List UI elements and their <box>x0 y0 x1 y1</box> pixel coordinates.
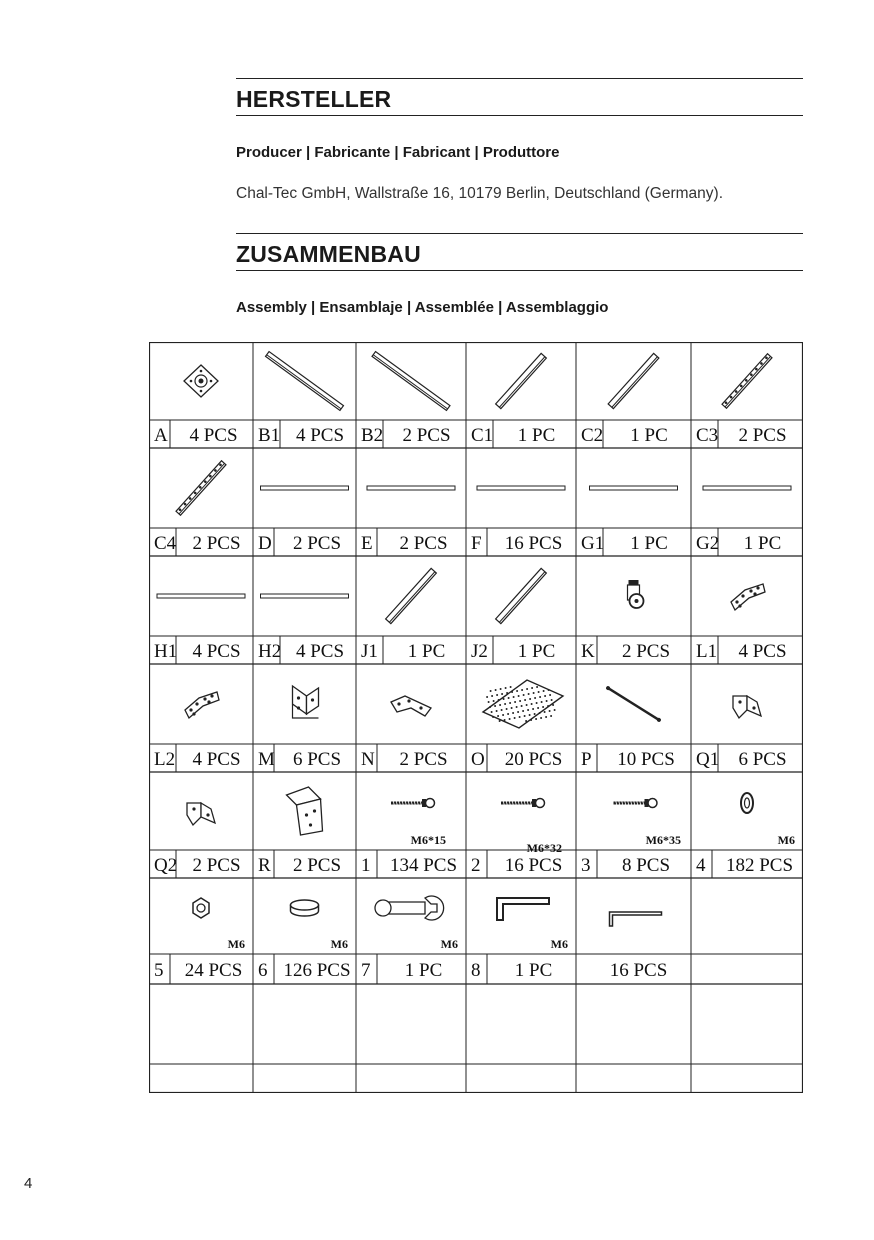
part-code: H2 <box>258 641 282 662</box>
part-quantity: 2 PCS <box>399 533 448 554</box>
part-size-label: M6 <box>550 937 568 951</box>
bolt-icon <box>501 799 545 808</box>
part-cell-P <box>581 685 675 772</box>
part-code: 7 <box>361 960 371 981</box>
part-code: L2 <box>154 749 176 770</box>
parts-table <box>149 342 803 1093</box>
long-bar-icon <box>372 352 450 411</box>
part-code: B2 <box>361 425 384 446</box>
manufacturer-address: Chal-Tec GmbH, Wallstraße 16, 10179 Berlin, Deutschland (Germany). <box>236 185 724 202</box>
part-cell-H1 <box>154 594 245 664</box>
part-cell-M <box>258 686 341 772</box>
part-code: C1 <box>471 425 494 446</box>
part-quantity: 2 PCS <box>399 749 448 770</box>
part-size-label: M6 <box>777 833 795 847</box>
part-code: J2 <box>471 641 488 662</box>
part-quantity: 2 PCS <box>192 855 241 876</box>
part-quantity: 4 PCS <box>192 749 241 770</box>
part-cell-1 <box>361 799 457 879</box>
part-quantity: 2 PCS <box>738 425 787 446</box>
part-cell-Q1 <box>696 696 787 772</box>
part-cell-J1 <box>361 568 445 664</box>
part-code: F <box>471 533 482 554</box>
part-size-label: M6*32 <box>526 841 562 855</box>
part-cell-G2 <box>696 486 791 556</box>
part-cell-L1 <box>696 584 787 664</box>
angle-bracket-icon <box>187 803 215 825</box>
part-code: R <box>258 855 271 876</box>
part-quantity: 4 PCS <box>189 425 238 446</box>
manufacturer-subheading: Producer | Fabricante | Fabricant | Produttore <box>236 144 560 161</box>
part-cell-C1 <box>471 353 555 448</box>
part-quantity: 16 PCS <box>609 960 668 981</box>
part-cell-3 <box>581 799 681 879</box>
part-quantity: 4 PCS <box>295 641 345 662</box>
part-cell-L2 <box>154 692 241 772</box>
hex-key-icon <box>497 898 549 920</box>
part-cell-5 <box>154 898 245 984</box>
part-quantity: 24 PCS <box>184 960 243 981</box>
channel-bar-icon <box>608 353 659 408</box>
part-quantity: 2 PCS <box>621 641 671 662</box>
part-quantity: 6 PCS <box>738 749 787 770</box>
part-quantity: 1 PC <box>404 960 443 981</box>
part-cell-R <box>258 787 341 878</box>
long-bar-icon <box>266 352 344 411</box>
part-code: G1 <box>581 533 605 554</box>
part-quantity: 134 PCS <box>389 855 458 876</box>
part-cell-N <box>361 696 448 772</box>
bolt-icon <box>614 799 658 808</box>
part-cell-G1 <box>581 486 678 556</box>
part-code: O <box>471 749 485 770</box>
part-quantity: 1 PC <box>743 533 782 554</box>
part-cell-K <box>581 580 670 664</box>
flat-rail-icon <box>261 486 349 490</box>
part-quantity: 8 PCS <box>621 855 671 876</box>
part-code: A <box>154 425 168 446</box>
part-code: C4 <box>154 533 177 554</box>
angle-bracket-icon <box>733 696 761 718</box>
assembly-heading: ZUSAMMENBAU <box>236 233 803 271</box>
part-cell-8 <box>471 898 568 984</box>
part-code: 4 <box>696 855 706 876</box>
part-code: B1 <box>258 425 281 446</box>
small-hex-key-icon <box>610 912 662 926</box>
part-quantity: 16 PCS <box>504 855 563 876</box>
mounting-bracket-icon <box>287 787 323 835</box>
part-size-label: M6 <box>440 937 458 951</box>
part-code: G2 <box>696 533 720 554</box>
part-code: Q2 <box>154 855 178 876</box>
page-number: 4 <box>24 1175 33 1192</box>
part-code: C2 <box>581 425 604 446</box>
part-cell-2 <box>471 799 562 879</box>
flat-rail-icon <box>703 486 791 490</box>
perforated-bar-icon <box>722 354 772 409</box>
part-cell-O <box>471 680 563 772</box>
part-size-label: M6 <box>330 937 348 951</box>
part-quantity: 2 PCS <box>192 533 241 554</box>
part-quantity: 4 PCS <box>295 425 345 446</box>
rod-icon <box>605 685 661 722</box>
part-code: J1 <box>361 641 378 662</box>
wrench-icon <box>375 896 444 920</box>
part-quantity: 182 PCS <box>725 855 794 876</box>
part-code: L1 <box>696 641 718 662</box>
flat-rail-icon <box>157 594 245 598</box>
part-code: M <box>258 749 275 770</box>
part-cell-A <box>154 365 238 448</box>
plate-icon <box>184 365 218 397</box>
part-cell-C4 <box>154 461 241 556</box>
part-quantity: 2 PCS <box>402 425 451 446</box>
part-code: 5 <box>154 960 164 981</box>
part-cell-B2 <box>361 352 451 448</box>
part-cell-H2 <box>258 594 349 664</box>
part-size-label: M6 <box>227 937 245 951</box>
corner-bracket-icon <box>293 686 319 718</box>
channel-bar-icon <box>496 568 547 623</box>
part-code: 2 <box>471 855 481 876</box>
part-cell-F <box>471 486 565 556</box>
part-code: D <box>258 533 272 554</box>
bolt-icon <box>391 799 435 808</box>
cap-nut-icon <box>291 900 319 916</box>
part-cell-J2 <box>471 568 555 664</box>
part-code: E <box>361 533 373 554</box>
part-quantity: 126 PCS <box>283 960 351 981</box>
channel-bar-icon <box>496 353 547 408</box>
part-quantity: 1 PC <box>517 641 556 662</box>
washer-icon <box>741 793 753 813</box>
part-cell-E <box>361 486 455 556</box>
part-quantity: 1 PC <box>630 425 668 446</box>
manufacturer-heading: HERSTELLER <box>236 78 803 116</box>
part-quantity: 1 PC <box>514 960 553 981</box>
part-cell-B1 <box>258 352 344 448</box>
curved-bracket-icon <box>185 692 219 718</box>
assembly-subheading: Assembly | Ensamblaje | Assemblée | Assemblaggio <box>236 299 609 316</box>
curved-bracket-icon <box>731 584 765 610</box>
part-quantity: 1 PC <box>407 641 446 662</box>
perforated-bar-icon <box>176 461 226 516</box>
part-quantity: 1 PC <box>630 533 668 554</box>
part-cell-4 <box>696 793 795 878</box>
part-code: 3 <box>581 855 591 876</box>
part-quantity: 4 PCS <box>738 641 787 662</box>
part-quantity: 1 PC <box>517 425 556 446</box>
part-code: N <box>361 749 375 770</box>
part-size-label: M6*35 <box>645 833 681 847</box>
part-size-label: M6*15 <box>410 833 446 847</box>
flat-rail-icon <box>367 486 455 490</box>
part-code: K <box>581 641 595 662</box>
part-quantity: 16 PCS <box>504 533 563 554</box>
part-code: Q1 <box>696 749 720 770</box>
part-code: 1 <box>361 855 371 876</box>
mesh-panel-icon <box>483 680 563 728</box>
part-cell-6 <box>258 900 351 984</box>
part-cell-D <box>258 486 349 556</box>
part-quantity: 2 PCS <box>292 533 342 554</box>
part-cell-C2 <box>581 353 668 448</box>
flat-connector-icon <box>391 696 431 716</box>
part-quantity: 4 PCS <box>192 641 241 662</box>
part-cell-7 <box>361 896 458 984</box>
part-code: 6 <box>258 960 268 981</box>
flat-rail-icon <box>477 486 565 490</box>
part-quantity: 10 PCS <box>617 749 675 770</box>
part-code: 8 <box>471 960 481 981</box>
part-code: C3 <box>696 425 719 446</box>
part-code: H1 <box>154 641 178 662</box>
nut-icon <box>193 898 209 918</box>
part-quantity: 2 PCS <box>292 855 342 876</box>
part-cell-C3 <box>696 354 787 448</box>
flat-rail-icon <box>590 486 678 490</box>
part-quantity: 6 PCS <box>292 749 342 770</box>
part-code: P <box>581 749 592 770</box>
part-quantity: 20 PCS <box>504 749 563 770</box>
flat-rail-icon <box>261 594 349 598</box>
channel-bar-icon <box>386 568 437 623</box>
part-cell-Q2 <box>154 803 241 878</box>
caster-wheel-icon <box>628 580 644 608</box>
part-cell-extra <box>610 912 668 981</box>
